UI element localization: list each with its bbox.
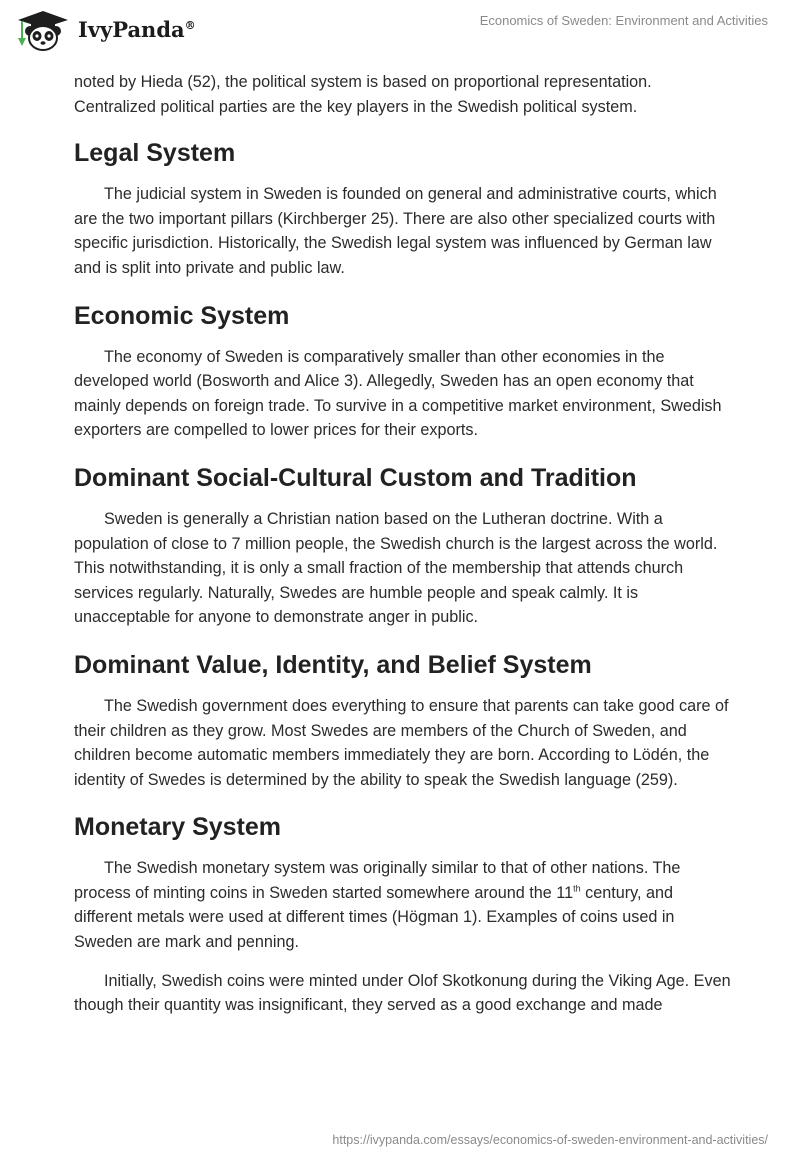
- paragraph-monetary-system-1: [74, 856, 734, 954]
- ivypanda-logo[interactable]: [14, 8, 214, 52]
- paragraph-social-cultural: Sweden is generally a Christian nation based on the Lutheran doctrine. With a population of close to 7 million people, the Swedish church is the largest across the world. This notwithstanding, it is only a small fraction of the membership that attends church services regularly. Naturally, Swedes are humble people and speak calmly. It is unacceptable for anyone to demonstrate anger in public.: [74, 509, 718, 627]
- heading-economic-system: Economic System: [74, 301, 290, 330]
- page-header: [0, 0, 800, 62]
- paragraph-monetary-system-2: Initially, Swedish coins were minted under Olof Skotkonung during the Viking Age. Even though their quantity was insignificant, they served as a good exchange and made: [74, 971, 731, 1015]
- ordinal-suffix: th: [573, 883, 581, 894]
- article-body: [74, 70, 734, 1018]
- paragraph-value-identity: The Swedish government does everything to ensure that parents can take good care of their children as they grow. Most Swedes are members of the Church of Sweden, and children become automatic members immediately they are born. According to Lödén, the identity of Swedes is determined by the ability to speak the Swedish language (259).: [74, 696, 729, 789]
- source-url[interactable]: https://ivypanda.com/essays/economics-of-sweden-environment-and-activities/: [332, 1133, 768, 1147]
- monetary-text-after: century, and different metals were used at different times (Högman 1). Examples of coins used in Sweden are mark and penning.: [74, 883, 675, 952]
- panda-graduate-icon: [14, 8, 72, 52]
- paragraph-legal-system: The judicial system in Sweden is founded on general and administrative courts, which are the two important pillars (Kirchberger 25). There are also other specialized courts with specific jurisdiction. Historically, the Swedish legal system was influenced by German law and is split into private and public law.: [74, 185, 717, 277]
- heading-value-identity: Dominant Value, Identity, and Belief System: [74, 650, 592, 679]
- logo-wordmark: [78, 17, 196, 42]
- registered-mark: ®: [184, 19, 196, 32]
- intro-paragraph: noted by Hieda (52), the political system is based on proportional representation. Centralized political parties are the key players in the Swedish political system.: [74, 73, 652, 116]
- logo-name: IvyPanda: [78, 17, 185, 42]
- paragraph-economic-system: The economy of Sweden is comparatively smaller than other economies in the developed world (Bosworth and Alice 3). Allegedly, Sweden has an open economy that mainly depends on foreign trade. To survive in a competitive market environment, Swedish exporters are compelled to lower prices for their exports.: [74, 347, 722, 440]
- heading-monetary-system: Monetary System: [74, 813, 282, 842]
- monetary-text-before: The Swedish monetary system was originally similar to that of other nations. The process of minting coins in Sweden started somewhere around the 11: [74, 859, 681, 902]
- document-title: Economics of Sweden: Environment and Activities: [479, 13, 768, 28]
- heading-social-cultural: Dominant Social-Cultural Custom and Tradition: [74, 463, 637, 492]
- heading-legal-system: Legal System: [74, 139, 236, 168]
